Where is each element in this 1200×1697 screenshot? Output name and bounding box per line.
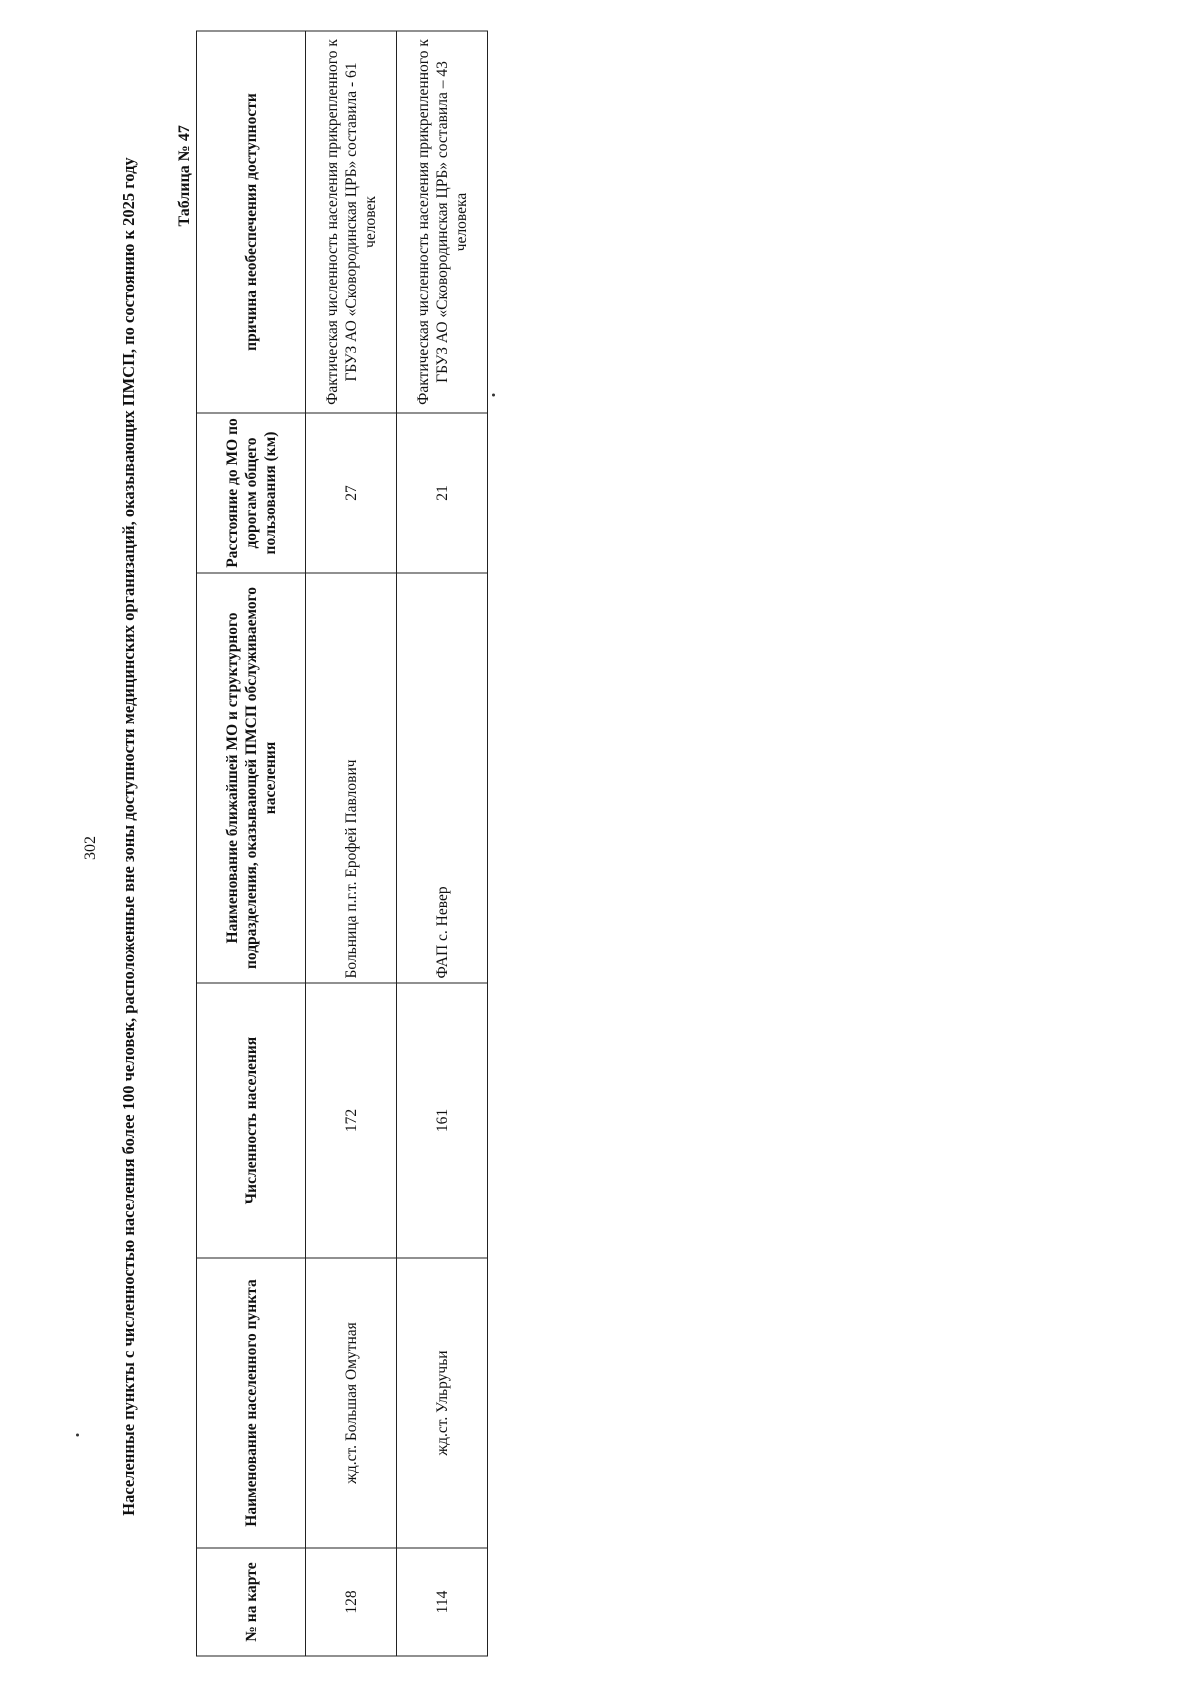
cell-reason: Фактическая численность населения прикрепленного к ГБУЗ АО «Сковородинская ЦРБ» составила – 43 человека xyxy=(397,31,488,413)
cell-distance: 21 xyxy=(397,413,488,573)
cell-population: 172 xyxy=(306,983,397,1258)
header-distance: Расстояние до МО по дорогам общего пользования (км) xyxy=(197,413,306,573)
page-number: 302 xyxy=(82,836,99,860)
table-row xyxy=(306,31,397,1656)
cell-map-number: 128 xyxy=(306,1548,397,1656)
scan-speck xyxy=(76,1434,79,1437)
cell-population: 161 xyxy=(397,983,488,1258)
header-facility: Наименование ближайшей МО и структурного подразделения, оказывающей ПМСП обслуживаемого населения xyxy=(197,573,306,983)
cell-distance: 27 xyxy=(306,413,397,573)
header-map-number: № на карте xyxy=(197,1548,306,1656)
accessibility-table xyxy=(196,31,488,1657)
header-settlement: Наименование населенного пункта xyxy=(197,1258,306,1548)
table-row xyxy=(397,31,488,1656)
table-label: Таблица № 47 xyxy=(176,125,193,227)
cell-settlement: жд.ст. Ульручьи xyxy=(397,1258,488,1548)
cell-facility: ФАП с. Невер xyxy=(397,573,488,983)
header-population: Численность населения xyxy=(197,983,306,1258)
cell-settlement: жд.ст. Большая Омутная xyxy=(306,1258,397,1548)
table-caption: Населенные пункты с численностью населения более 100 человек, расположенные вне зоны доступности медицинских организаций, оказывающих ПМСП, по состоянию к 2025 году xyxy=(119,157,138,1516)
table-header-row xyxy=(197,31,306,1656)
cell-map-number: 114 xyxy=(397,1548,488,1656)
cell-reason: Фактическая численность населения прикрепленного к ГБУЗ АО «Сковородинская ЦРБ» составила - 61 человек xyxy=(306,31,397,413)
cell-facility: Больница п.г.т. Ерофей Павлович xyxy=(306,573,397,983)
scan-speck xyxy=(492,394,495,397)
header-reason: причина необеспечения доступности xyxy=(197,31,306,413)
